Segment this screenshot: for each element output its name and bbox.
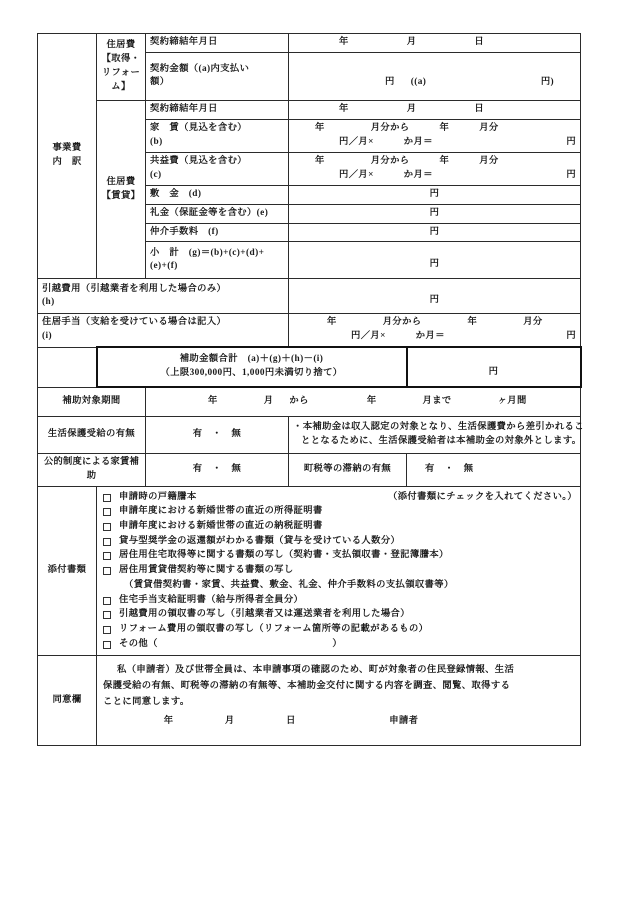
table-row-consent — [38, 656, 581, 746]
field-subtotal[interactable] — [289, 242, 581, 279]
token-to-year: 年 — [439, 122, 450, 133]
choice-welfare-status[interactable]: 有 ・ 無 — [146, 417, 289, 454]
attachment-item-row[interactable] — [97, 534, 577, 549]
note-welfare-status: ・本補助金は収入認定の対象となり、生活保護費から差引かれるこ ととなるために、生活保護受給者は本補助金の対象外とします。 — [289, 417, 581, 454]
token-yen: 円 — [566, 169, 577, 180]
label-contract-date-purchase: 契約締結年月日 — [146, 34, 289, 53]
attachment-label: 住宅手当支給証明書（給与所得者全員分） — [119, 594, 304, 605]
label-applicant: 申請者 — [389, 716, 419, 727]
token-from-month: 月分から — [370, 122, 410, 133]
label-key-money: 礼金（保証金等を含む）(e) — [146, 204, 289, 223]
consent-body — [97, 656, 581, 746]
label-welfare-status: 生活保護受給の有無 — [38, 417, 146, 454]
checkbox-icon[interactable] — [103, 508, 111, 516]
attachments-checklist — [97, 487, 581, 656]
token-yen: 円 — [488, 367, 499, 378]
attachment-item-row[interactable] — [97, 637, 577, 652]
table-row-moving-cost — [38, 279, 581, 314]
checkbox-icon[interactable] — [103, 523, 111, 531]
attachment-item-row[interactable] — [97, 623, 577, 638]
label-contract-date-rent: 契約締結年月日 — [146, 100, 289, 119]
attachment-label: 居住用住宅取得等に関する書類の写し（契約書・支払領収書・登記簿謄本） — [119, 550, 449, 561]
field-brokerage[interactable]: 円 — [289, 223, 581, 242]
label-rent: 家 賃（見込を含む） (b) — [146, 119, 289, 152]
token-month: 月 — [224, 716, 235, 727]
token-a-paren: ((a) — [410, 77, 427, 88]
label-consent: 同意欄 — [38, 656, 97, 746]
consent-signature-line[interactable] — [97, 711, 574, 745]
token-to-month: 月分 — [523, 317, 543, 328]
token-per-month: 円／月× — [351, 331, 386, 342]
attachment-label: 居住用賃貸借契約等に関する書類の写し — [119, 565, 294, 576]
attachment-label: 申請年度における新婚世帯の直近の納税証明書 — [119, 521, 323, 532]
token-from-month: 月分から — [370, 155, 410, 166]
checkbox-icon[interactable] — [103, 494, 111, 502]
token-to-year: 年 — [439, 155, 450, 166]
token-to-month: 月分 — [479, 122, 499, 133]
consent-paragraph: 私（申請者）及び世帯全員は、本申請事項の確認のため、町が対象者の住民登録情報、生活 保護受給の有無、町税等の滞納の有無等、本補助金交付に関する内容を調査、閲覧、取得する ことに同意します。 — [103, 665, 515, 708]
attachments-note: （添付書類にチェックを入れてください。） — [388, 491, 578, 502]
label-moving-cost: 引越費用（引越業者を利用した場合のみ） (h) — [38, 279, 289, 314]
token-year: 年 — [163, 716, 174, 727]
field-key-money[interactable]: 円 — [289, 204, 581, 223]
attachment-item-row[interactable] — [97, 564, 577, 579]
table-row-public-rent-support — [38, 454, 581, 487]
subsidy-application-table — [37, 33, 582, 746]
token-month: 月 — [406, 103, 417, 114]
token-from-month: 月 — [263, 396, 274, 407]
table-row-contract-date-rent — [38, 100, 581, 119]
field-common-fee[interactable] — [289, 152, 581, 185]
label-deposit: 敷 金 (d) — [146, 185, 289, 204]
table-row-subsidy-period — [38, 387, 581, 417]
token-year: 年 — [339, 37, 349, 47]
label-subtotal: 小 計 (g)＝(b)+(c)+(d)+ (e)+(f) — [146, 242, 289, 279]
checkbox-icon[interactable] — [103, 538, 111, 546]
token-from-year: 年 — [315, 155, 325, 166]
checkbox-icon[interactable] — [103, 597, 111, 605]
token-months: か月＝ — [415, 331, 445, 342]
token-year: 年 — [339, 103, 349, 114]
label-housing-cost-rent: 住居費 【賃貸】 — [97, 100, 146, 279]
label-total-subsidy: 補助金額合計 (a)＋(g)＋(h)－(i) （上限300,000円、1,000円未満切り捨て） — [97, 347, 407, 387]
choice-tax-delinquency[interactable]: 有 ・ 無 — [407, 454, 581, 487]
checkbox-icon[interactable] — [103, 626, 111, 634]
attachment-item-row[interactable] — [97, 593, 577, 608]
section-label-business-cost: 事業費 内 訳 — [38, 34, 97, 279]
token-per-month: 円／月× — [339, 169, 374, 180]
checkbox-icon[interactable] — [103, 641, 111, 649]
token-from-month: 月分から — [382, 317, 422, 328]
attachment-item-row[interactable] — [97, 505, 577, 520]
token-day: 日 — [474, 103, 485, 114]
token-yen-close: 円) — [540, 77, 555, 88]
field-moving-cost[interactable] — [289, 279, 581, 314]
token-to-month: 月分 — [479, 155, 499, 166]
token-from-year: 年 — [208, 396, 218, 407]
attachment-item-row[interactable] — [97, 549, 577, 564]
label-tax-delinquency: 町税等の滞納の有無 — [289, 454, 407, 487]
application-form-sheet — [37, 33, 584, 746]
field-total-subsidy[interactable] — [407, 347, 581, 387]
field-deposit[interactable]: 円 — [289, 185, 581, 204]
attachment-item-row[interactable] — [97, 608, 577, 623]
spacer-cell-left — [38, 347, 97, 387]
label-housing-allowance: 住居手当（支給を受けている場合は記入） (i) — [38, 314, 289, 347]
field-subsidy-period[interactable] — [146, 387, 581, 417]
field-rent[interactable] — [289, 119, 581, 152]
token-day: 日 — [286, 716, 296, 727]
token-yen: 円 — [566, 331, 577, 342]
checkbox-icon[interactable] — [103, 552, 111, 560]
token-from-year: 年 — [315, 122, 325, 133]
token-yen: 円 — [566, 136, 577, 147]
field-housing-allowance[interactable] — [289, 314, 581, 347]
token-yen: 円 — [385, 77, 395, 88]
label-housing-cost-purchase: 住居費 【取得・ リフォー ム】 — [97, 34, 146, 101]
table-row-attachments — [38, 487, 581, 656]
field-contract-date-rent[interactable] — [289, 100, 581, 119]
token-month-count: ヶ月間 — [497, 396, 527, 407]
token-per-month: 円／月× — [339, 136, 374, 147]
field-contract-date-purchase[interactable] — [289, 34, 581, 53]
label-public-rent-support: 公的制度による家賃補助 — [38, 454, 146, 487]
table-row-housing-allowance — [38, 314, 581, 347]
attachment-label: リフォーム費用の領収書の写し（リフォーム箇所等の記載があるもの） — [119, 624, 429, 635]
label-brokerage: 仲介手数料 (f) — [146, 223, 289, 242]
token-to-year: 年 — [467, 317, 478, 328]
token-month: 月 — [406, 37, 417, 47]
field-contract-amount[interactable] — [289, 52, 581, 100]
choice-public-rent-support[interactable]: 有 ・ 無 — [146, 454, 289, 487]
label-contract-amount: 契約金額（(a)内支払い 額） — [146, 52, 289, 100]
attachment-label: 貸与型奨学金の返還額がわかる書類（貸与を受けている人数分） — [119, 535, 401, 546]
checkbox-icon[interactable] — [103, 567, 111, 575]
table-row-welfare-status — [38, 417, 581, 454]
attachment-label[interactable]: その他（ ） — [119, 638, 343, 649]
attachment-label: 申請年度における新婚世帯の直近の所得証明書 — [119, 506, 323, 517]
token-day: 日 — [474, 37, 485, 47]
token-months: か月＝ — [403, 136, 433, 147]
label-subsidy-period: 補助対象期間 — [38, 387, 146, 417]
label-attachments: 添付書類 — [38, 487, 97, 656]
attachment-item-row[interactable] — [97, 490, 577, 505]
checkbox-icon[interactable] — [103, 611, 111, 619]
label-common-fee: 共益費（見込を含む） (c) — [146, 152, 289, 185]
token-yen: 円 — [429, 294, 440, 305]
token-to-year: 年 — [366, 396, 377, 407]
token-from-word: から — [289, 396, 309, 407]
attachment-sub-note: （賃貸借契約書・家賃、共益費、敷金、礼金、仲介手数料の支払領収書等） — [124, 579, 454, 590]
table-row-total-subsidy — [38, 347, 581, 387]
token-months: か月＝ — [403, 169, 433, 180]
token-yen: 円 — [429, 259, 440, 270]
table-row-contract-date-purchase — [38, 34, 581, 53]
attachment-label: 引越費用の領収書の写し（引越業者又は運送業者を利用した場合） — [119, 609, 410, 620]
attachment-item-row[interactable] — [97, 520, 577, 535]
token-from-year: 年 — [327, 317, 337, 328]
attachment-label: 申請時の戸籍謄本 — [119, 491, 197, 502]
token-to-month: 月まで — [422, 396, 452, 407]
